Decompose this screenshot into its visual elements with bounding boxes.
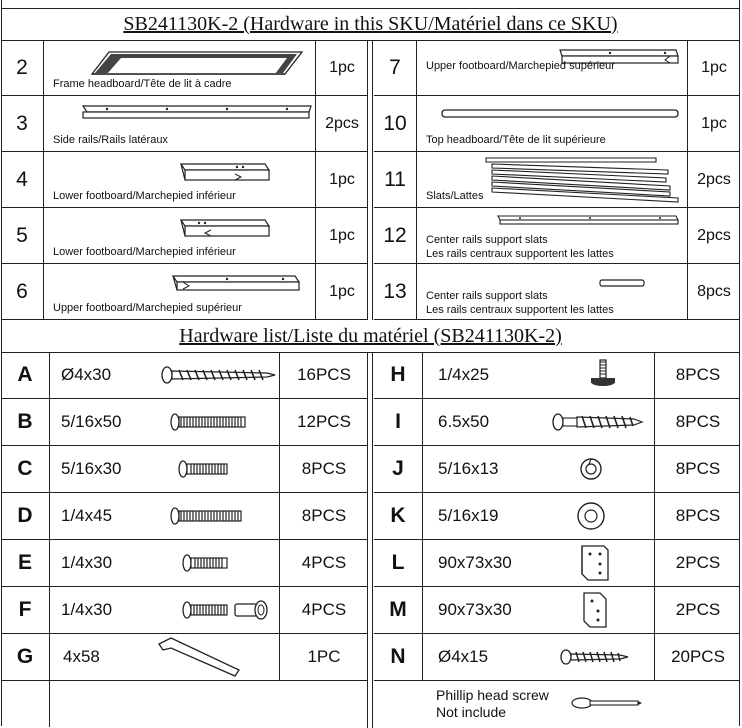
hardware-quantity: 20PCS — [654, 634, 741, 680]
hardware-size: 90x73x30 — [438, 600, 512, 619]
part-description-line2: Les rails centraux supportent les lattes — [426, 248, 614, 260]
hardware-letter: M — [374, 587, 423, 633]
hardware-size: 5/16x30 — [61, 459, 122, 478]
note-row — [374, 681, 740, 727]
parts-right-column — [374, 40, 740, 320]
long-bolt-icon — [167, 493, 277, 539]
allen-key-icon — [151, 634, 247, 680]
part-number: 10 — [374, 96, 417, 151]
part-quantity: 1pc — [315, 264, 368, 319]
hardware-letter: I — [374, 399, 423, 445]
hardware-quantity: 8PCS — [654, 493, 741, 539]
part-description: Slats/Lattes — [426, 190, 484, 202]
hardware-title: Hardware list/Liste du matériel (SB241130K-2) — [179, 325, 562, 347]
parts-left-column — [1, 40, 368, 320]
part-description — [426, 233, 614, 261]
hardware-quantity: 16PCS — [279, 352, 368, 398]
lower-footboard-icon — [47, 212, 277, 246]
short-bolt-icon — [179, 540, 249, 586]
part-description: Upper footboard/Marchepied supérieur — [53, 302, 242, 314]
column-divider — [367, 40, 373, 320]
hardware-row — [374, 399, 740, 446]
hardware-title-row — [1, 320, 740, 353]
lower-footboard-icon — [47, 156, 277, 190]
part-description: Upper footboard/Marchepied supérieur — [426, 60, 615, 72]
upper-footboard-icon — [47, 268, 307, 302]
screwdriver-icon — [570, 689, 644, 719]
hardware-row — [374, 587, 740, 634]
hardware-row — [374, 446, 740, 493]
screwdriver-note — [436, 687, 549, 721]
part-description: Lower footboard/Marchepied inférieur — [53, 190, 236, 202]
part-row — [374, 152, 740, 208]
part-number: 6 — [1, 264, 44, 319]
hardware-letter: H — [374, 352, 423, 398]
part-quantity: 1pc — [687, 40, 740, 95]
spring-washer-icon — [574, 446, 614, 492]
part-description-line1: Center rails support slats — [426, 234, 548, 246]
part-description: Top headboard/Tête de lit supérieure — [426, 134, 606, 146]
hardware-quantity: 8PCS — [654, 352, 741, 398]
hardware-letter: C — [1, 446, 50, 492]
hardware-letter-empty — [1, 681, 50, 727]
hardware-letter: F — [1, 587, 50, 633]
flat-washer-icon — [572, 493, 616, 539]
part-description-line2: Les rails centraux supportent les lattes — [426, 304, 614, 316]
leveler-foot-icon — [584, 352, 624, 398]
wood-screw-icon — [550, 399, 650, 445]
corner-bracket-icon — [574, 540, 614, 586]
hardware-letter: K — [374, 493, 423, 539]
hardware-row — [1, 399, 368, 446]
hardware-quantity: 8PCS — [279, 493, 368, 539]
hardware-left-column — [1, 352, 368, 727]
hardware-quantity: 8PCS — [279, 446, 368, 492]
hardware-row — [374, 493, 740, 540]
part-number: 11 — [374, 152, 417, 207]
center-rail-icon — [420, 212, 680, 232]
hardware-size: Ø4x15 — [438, 647, 489, 666]
hardware-quantity: 2PCS — [654, 587, 741, 633]
hardware-letter: N — [374, 634, 423, 680]
hardware-row — [1, 352, 368, 399]
short-wood-screw-icon — [556, 634, 652, 680]
part-description: Side rails/Rails latéraux — [53, 134, 168, 146]
hardware-column-divider — [367, 352, 373, 728]
part-quantity: 1pc — [315, 152, 368, 207]
hardware-size: 4x58 — [63, 647, 100, 666]
part-row — [374, 40, 740, 96]
hardware-size: 5/16x19 — [438, 506, 499, 525]
hardware-row — [1, 540, 368, 587]
long-bolt-icon — [167, 399, 277, 445]
part-quantity: 2pcs — [315, 96, 368, 151]
hardware-letter: E — [1, 540, 50, 586]
top-headboard-icon — [420, 100, 680, 130]
part-number: 12 — [374, 208, 417, 263]
hardware-quantity: 12PCS — [279, 399, 368, 445]
hardware-letter: L — [374, 540, 423, 586]
part-description — [426, 289, 614, 317]
hardware-quantity: 8PCS — [654, 399, 741, 445]
wood-screw-icon — [157, 352, 277, 398]
hardware-quantity: 2PCS — [654, 540, 741, 586]
part-row — [1, 208, 368, 264]
part-number: 2 — [1, 40, 44, 95]
note-line2: Not include — [436, 704, 507, 720]
part-description-line1: Center rails support slats — [426, 290, 548, 302]
hardware-size: 1/4x30 — [61, 553, 113, 572]
sku-title: SB241130K-2 (Hardware in this SKU/Matériel dans ce SKU) — [123, 13, 618, 35]
hardware-row — [1, 634, 368, 681]
part-row — [1, 96, 368, 152]
hardware-quantity: 4PCS — [279, 540, 368, 586]
hardware-row — [1, 446, 368, 493]
part-row — [1, 152, 368, 208]
hardware-letter: G — [1, 634, 50, 680]
corner-bracket-icon — [574, 587, 614, 633]
hardware-row — [374, 352, 740, 399]
hardware-letter: D — [1, 493, 50, 539]
part-number: 4 — [1, 152, 44, 207]
part-row — [374, 208, 740, 264]
short-bolt-icon — [175, 446, 255, 492]
part-number: 3 — [1, 96, 44, 151]
part-number: 5 — [1, 208, 44, 263]
hardware-size: 1/4x45 — [61, 506, 113, 525]
part-row — [1, 40, 368, 96]
hardware-size: Ø4x30 — [61, 365, 112, 384]
hardware-size: 1/4x25 — [438, 365, 490, 384]
part-number: 7 — [374, 40, 417, 95]
hardware-size: 5/16x13 — [438, 459, 499, 478]
hardware-quantity: 4PCS — [279, 587, 368, 633]
hardware-right-column — [374, 352, 740, 727]
part-number: 13 — [374, 264, 417, 319]
part-quantity: 1pc — [315, 40, 368, 95]
hardware-letter: B — [1, 399, 50, 445]
part-description: Lower footboard/Marchepied inférieur — [53, 246, 236, 258]
hardware-size: 1/4x30 — [61, 600, 113, 619]
part-quantity: 1pc — [687, 96, 740, 151]
hardware-letter: J — [374, 446, 423, 492]
side-rail-icon — [47, 100, 317, 130]
hardware-row-empty — [1, 681, 368, 727]
hardware-row — [374, 634, 740, 681]
hardware-row — [1, 493, 368, 540]
hardware-letter: A — [1, 352, 50, 398]
part-row — [374, 96, 740, 152]
hardware-size: 6.5x50 — [438, 412, 490, 431]
part-quantity: 1pc — [315, 208, 368, 263]
part-quantity: 2pcs — [687, 208, 740, 263]
part-row — [1, 264, 368, 320]
bolt-with-barrel-nut-icon — [181, 587, 277, 633]
sku-title-row — [1, 8, 740, 41]
hardware-row — [374, 540, 740, 587]
hardware-size: 5/16x50 — [61, 412, 122, 431]
part-quantity: 8pcs — [687, 264, 740, 319]
hardware-row — [1, 587, 368, 634]
part-description: Frame headboard/Tête de lit à cadre — [53, 78, 232, 90]
hardware-size: 90x73x30 — [438, 553, 512, 572]
part-row — [374, 264, 740, 320]
part-quantity: 2pcs — [687, 152, 740, 207]
note-line1: Phillip head screw — [436, 687, 549, 703]
hardware-quantity: 8PCS — [654, 446, 741, 492]
hardware-quantity: 1PC — [279, 634, 368, 680]
